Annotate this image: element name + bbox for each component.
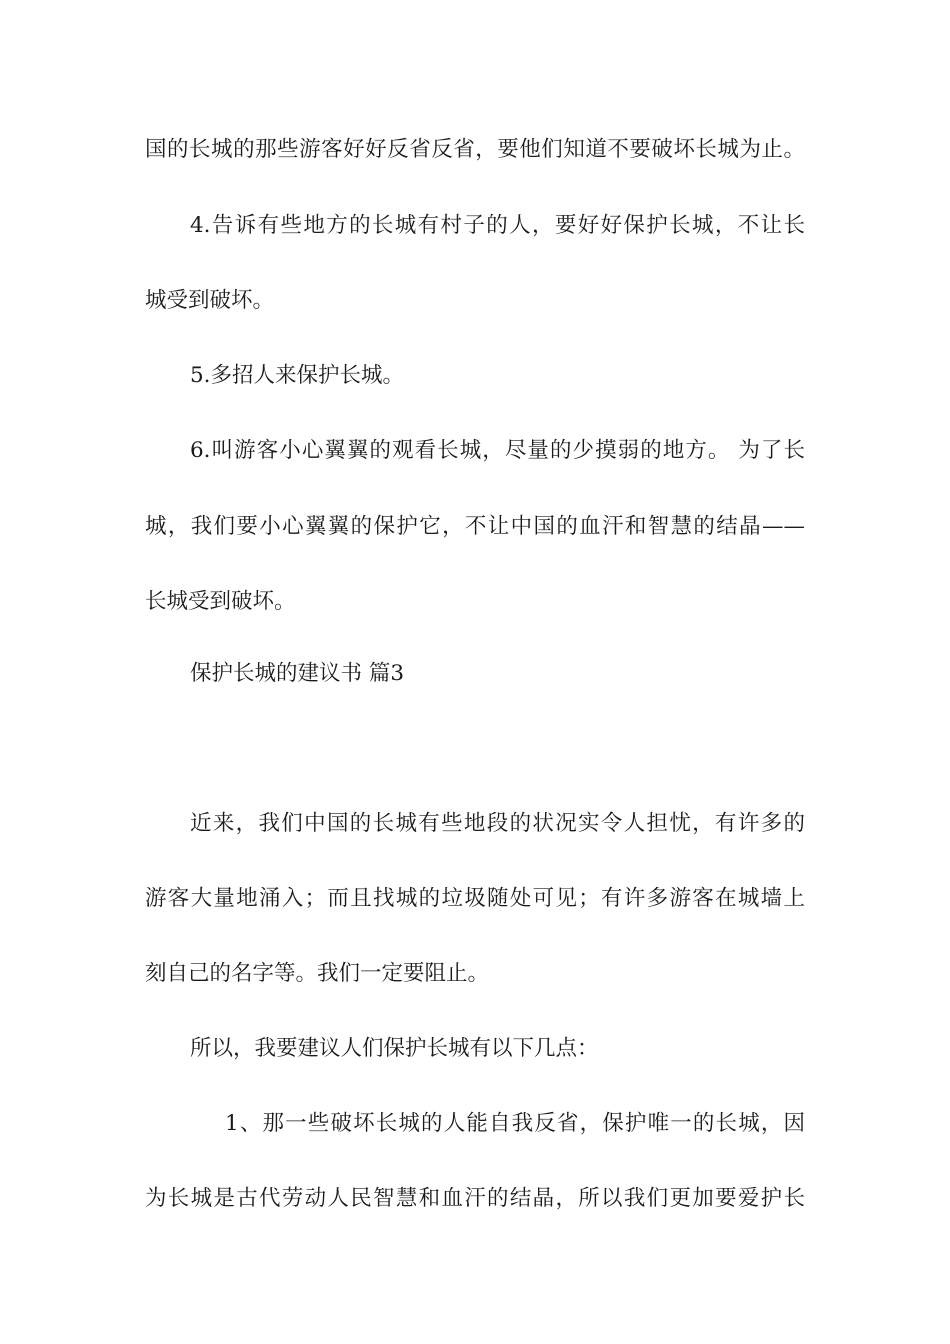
- text-line-10: 刻自己的名字等。我们一定要阻止。: [145, 961, 490, 986]
- text-line-6: 城，我们要小心翼翼的保护它，不让中国的血汗和智慧的结晶——: [145, 514, 805, 539]
- text-line-4: 5.多招人来保护长城。: [190, 363, 405, 388]
- text-line-11: 所以，我要建议人们保护长城有以下几点：: [190, 1036, 599, 1061]
- text-line-5: 6.叫游客小心翼翼的观看长城，尽量的少摸弱的地方。 为了长: [190, 438, 805, 463]
- text-line-13: 为长城是古代劳动人民智慧和血汗的结晶，所以我们更加要爱护长: [145, 1186, 805, 1211]
- text-line-3: 城受到破坏。: [145, 288, 275, 313]
- section-heading: 保护长城的建议书 篇3: [190, 661, 405, 686]
- text-line-12: 1、那一些破坏长城的人能自我反省，保护唯一的长城，因: [225, 1111, 805, 1136]
- text-line-9: 游客大量地涌入；而且找城的垃圾随处可见；有许多游客在城墙上: [145, 886, 805, 911]
- text-line-2: 4.告诉有些地方的长城有村子的人，要好好保护长城，不让长: [190, 213, 805, 238]
- text-line-8: 近来，我们中国的长城有些地段的状况实令人担忧，有许多的: [190, 811, 805, 836]
- text-line-7: 长城受到破坏。: [145, 589, 296, 614]
- text-line-1: 国的长城的那些游客好好反省反省，要他们知道不要破坏长城为止。: [145, 137, 805, 162]
